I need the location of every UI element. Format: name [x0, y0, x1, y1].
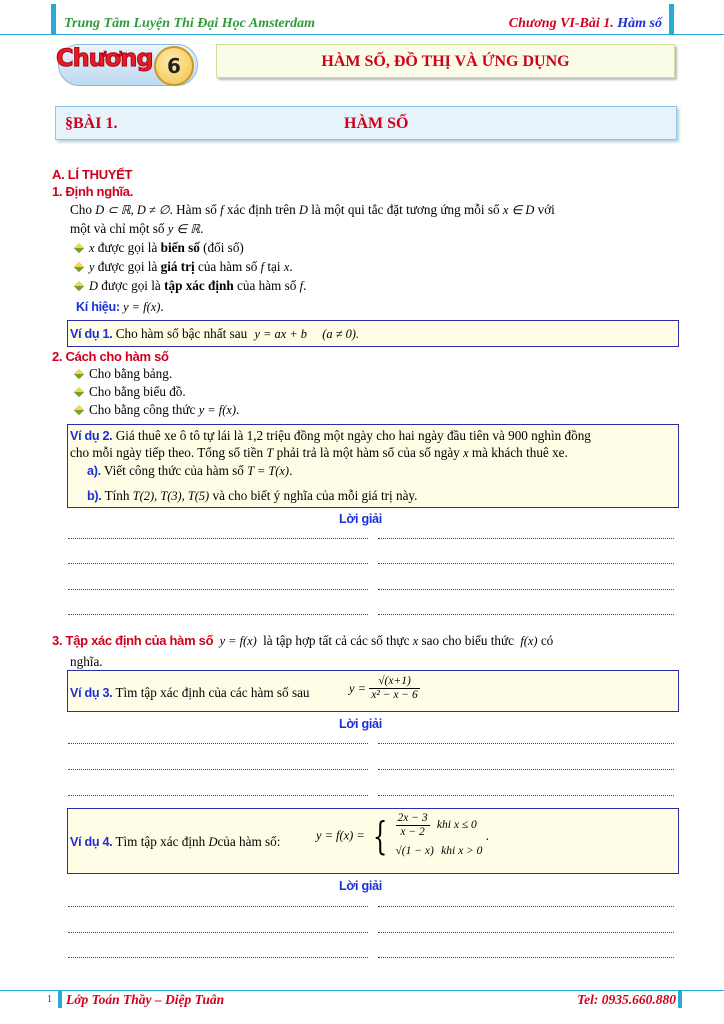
- cases-item-1: Cho bằng bảng.: [74, 365, 172, 383]
- answer-line: [378, 957, 674, 958]
- cases-heading: 2. Cách cho hàm số: [52, 349, 169, 364]
- answer-line: [378, 906, 674, 907]
- left-brace: {: [372, 813, 388, 858]
- footer-bar-right: [678, 990, 682, 1008]
- answer-line: [68, 906, 368, 907]
- domain-line-2: nghĩa.: [70, 654, 103, 669]
- fraction: $\frac{√(x+1)}{\text{x² − x − 6}}$: [371, 675, 418, 702]
- domain-line-1: 3. Tập xác định của hàm số y = f(x) là tập hợp tất cả các số thực x sao cho biểu thức f(x) có: [52, 633, 554, 648]
- header-divider: [0, 34, 724, 35]
- example-3-text: Ví dụ 3. Tìm tập xác định của các hàm số sau: [70, 685, 310, 700]
- cases-item-3: Cho bằng công thức y = f(x).: [74, 401, 239, 419]
- definition-bullet-2: y được gọi là giá trị của hàm số f tại x.: [74, 258, 293, 276]
- answer-line: [378, 932, 674, 933]
- piecewise-cases: [396, 812, 483, 860]
- chapter-title: HÀM SỐ, ĐỒ THỊ VÀ ỨNG DỤNG: [216, 44, 675, 78]
- answer-line: [378, 743, 674, 744]
- chapter-number: 6: [154, 46, 194, 86]
- answer-line: [378, 589, 674, 590]
- answer-line: [68, 932, 368, 933]
- example-2-part-b: b). Tính T(2), T(3), T(5) và cho biết ý nghĩa của mỗi giá trị này.: [87, 488, 418, 503]
- footer-phone: Tel: 0935.660.880: [577, 992, 676, 1007]
- answer-line: [68, 795, 368, 796]
- header-chapter-ref: [509, 15, 662, 34]
- answer-line: [378, 563, 674, 564]
- header-bar-right: [669, 4, 674, 34]
- answer-line: [68, 538, 368, 539]
- diamond-bullet-icon: [74, 243, 85, 254]
- lesson-number: §BÀI 1.: [65, 115, 118, 132]
- header-chapter-prefix: Chương VI-: [508, 16, 580, 31]
- case-1: $\frac{2x - 3}{x - 2}$ khi x ≤ 0: [397, 812, 477, 839]
- footer-bar-left: [58, 990, 62, 1008]
- lesson-name: HÀM SỐ: [344, 115, 409, 132]
- answer-line: [68, 769, 368, 770]
- example-4-text: Ví dụ 4. Tìm tập xác định Dcủa hàm số:: [70, 834, 281, 849]
- diamond-bullet-icon: [74, 387, 85, 398]
- header-center-name: Trung Tâm Luyện Thi Đại Học Amsterdam: [64, 16, 315, 31]
- example-2-part-a: a). Viết công thức của hàm số T = T(x).: [87, 463, 293, 478]
- answer-line: [68, 743, 368, 744]
- chapter-word: Chương: [56, 44, 153, 72]
- definition-line-1: Cho D ⊂ ℝ, D ≠ ∅. Hàm số f xác định trên D là một qui tắc đặt tương ứng mỗi số x ∈ D với: [70, 202, 555, 217]
- answer-line: [378, 614, 674, 615]
- example-1: Ví dụ 1. Cho hàm số bậc nhất sau y = ax + b (a ≠ 0).: [70, 326, 360, 341]
- answer-line: [68, 563, 368, 564]
- theory-heading: A. LÍ THUYẾT: [52, 167, 133, 182]
- answer-line: [378, 795, 674, 796]
- definition-bullet-1: x được gọi là biến số (đối số): [74, 239, 244, 257]
- header-lesson-ref: Bài 1.: [579, 16, 614, 31]
- footer-left: Lớp Toán Thầy – Diệp Tuân: [66, 992, 225, 1007]
- solution-label-3: Lời giải: [339, 717, 382, 731]
- diamond-bullet-icon: [74, 405, 85, 416]
- definition-line-2: một và chỉ một số y ∈ ℝ.: [70, 221, 204, 236]
- notation-line: Kí hiệu: y = f(x).: [76, 299, 164, 314]
- page-number: 1: [47, 994, 52, 1005]
- example-4-formula: y = f(x) = { $\frac{2x - 3}{x - 2}$ khi x ≤ 0 √(1 − x) khi x > 0 .: [316, 812, 490, 858]
- fraction: $\frac{2x - 3}{x - 2}$: [397, 812, 428, 839]
- definition-heading: 1. Định nghĩa.: [52, 184, 134, 199]
- chapter-badge: [50, 38, 210, 90]
- header-lesson-ref-name: Hàm số: [613, 16, 662, 31]
- definition-bullet-3: D được gọi là tập xác định của hàm số f.: [74, 277, 306, 295]
- answer-line: [68, 614, 368, 615]
- example-2-line-1: Ví dụ 2. Giá thuê xe ô tô tự lái là 1,2 triệu đồng một ngày cho hai ngày đầu tiên và 900 nghìn đồng: [70, 428, 591, 443]
- solution-label-2: Lời giải: [339, 512, 382, 526]
- header-bar-left: [51, 4, 56, 34]
- example-3-formula: y = $\frac{√(x+1)}{\text{x² − x − 6}}$: [349, 675, 418, 702]
- case-2: √(1 − x) khi x > 0: [395, 845, 483, 858]
- diamond-bullet-icon: [74, 281, 85, 292]
- answer-line: [378, 769, 674, 770]
- answer-line: [68, 589, 368, 590]
- diamond-bullet-icon: [74, 262, 85, 273]
- diamond-bullet-icon: [74, 369, 85, 380]
- answer-line: [68, 957, 368, 958]
- answer-line: [378, 538, 674, 539]
- solution-label-4: Lời giải: [339, 879, 382, 893]
- cases-item-2: Cho bằng biểu đồ.: [74, 383, 186, 401]
- example-2-line-2: cho mỗi ngày tiếp theo. Tổng số tiền T phải trả là một hàm số của số ngày x mà khách thuê xe.: [70, 445, 568, 460]
